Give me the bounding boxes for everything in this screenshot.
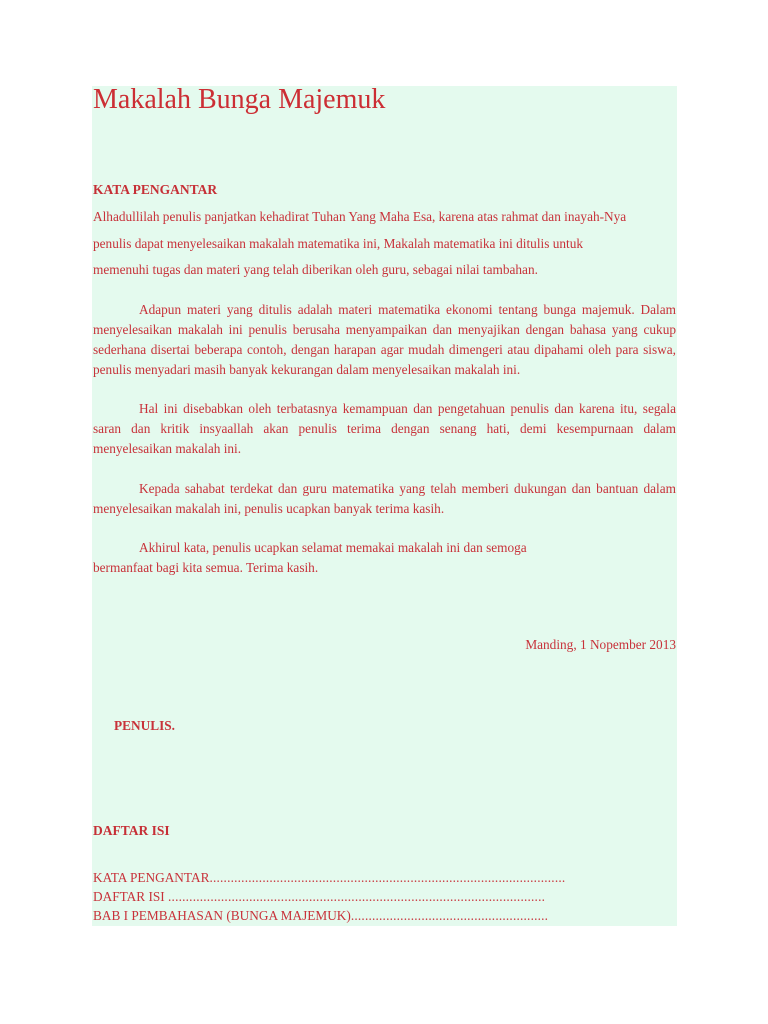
toc-entry[interactable] bbox=[93, 888, 545, 906]
toc-entry-label: KATA PENGANTAR bbox=[93, 870, 210, 885]
toc-entry[interactable] bbox=[93, 907, 548, 925]
toc-leader: ........................................................................................................... bbox=[168, 889, 546, 904]
toc-leader: ........................................................ bbox=[350, 908, 549, 923]
intro-line: penulis dapat menyelesaikan makalah matematika ini, Makalah matematika ini ditulis untuk bbox=[93, 236, 583, 251]
document-title: Makalah Bunga Majemuk bbox=[93, 84, 386, 115]
toc-entry[interactable] bbox=[93, 869, 565, 887]
intro-line: memenuhi tugas dan materi yang telah diberikan oleh guru, sebagai nilai tambahan. bbox=[93, 262, 538, 277]
closing-line: bermanfaat bagi kita semua. Terima kasih. bbox=[93, 560, 319, 575]
toc-entry-label: BAB I PEMBAHASAN (BUNGA MAJEMUK) bbox=[93, 908, 351, 923]
intro-line: Alhadullilah penulis panjatkan kehadirat Tuhan Yang Maha Esa, karena atas rahmat dan inayah-Nya bbox=[93, 209, 627, 224]
place-date: Manding, 1 Nopember 2013 bbox=[525, 637, 676, 652]
body-paragraph: Kepada sahabat terdekat dan guru matematika yang telah memberi dukungan dan bantuan dalam menyelesaikan makalah ini, penulis ucapkan banyak terima kasih. bbox=[93, 481, 676, 516]
daftar-isi-heading: DAFTAR ISI bbox=[93, 823, 170, 838]
toc-entry-label: DAFTAR ISI bbox=[93, 889, 169, 904]
toc-leader: ..................................................................................................... bbox=[209, 870, 566, 885]
body-paragraph: Hal ini disebabkan oleh terbatasnya kemampuan dan pengetahuan penulis dan karena itu, segala saran dan kritik insyaallah akan penulis terima dengan senang hati, demi kesempurnaan dalam menyelesaikan makalah ini. bbox=[93, 401, 676, 456]
closing-line: Akhirul kata, penulis ucapkan selamat memakai makalah ini dan semoga bbox=[139, 540, 527, 555]
body-paragraph: Adapun materi yang ditulis adalah materi matematika ekonomi tentang bunga majemuk. Dalam menyelesaikan makalah ini penulis berusaha menyampaikan dan menyajikan dengan bahasa yang cukup sederhana disertai beberapa contoh, dengan harapan agar mudah dimengeri atau dipahami oleh para siswa, penulis menyadari masih banyak kekurangan dalam menyelesaikan makalah ini. bbox=[93, 302, 676, 377]
kata-pengantar-heading: KATA PENGANTAR bbox=[93, 182, 218, 197]
author-signature: PENULIS. bbox=[114, 718, 175, 733]
